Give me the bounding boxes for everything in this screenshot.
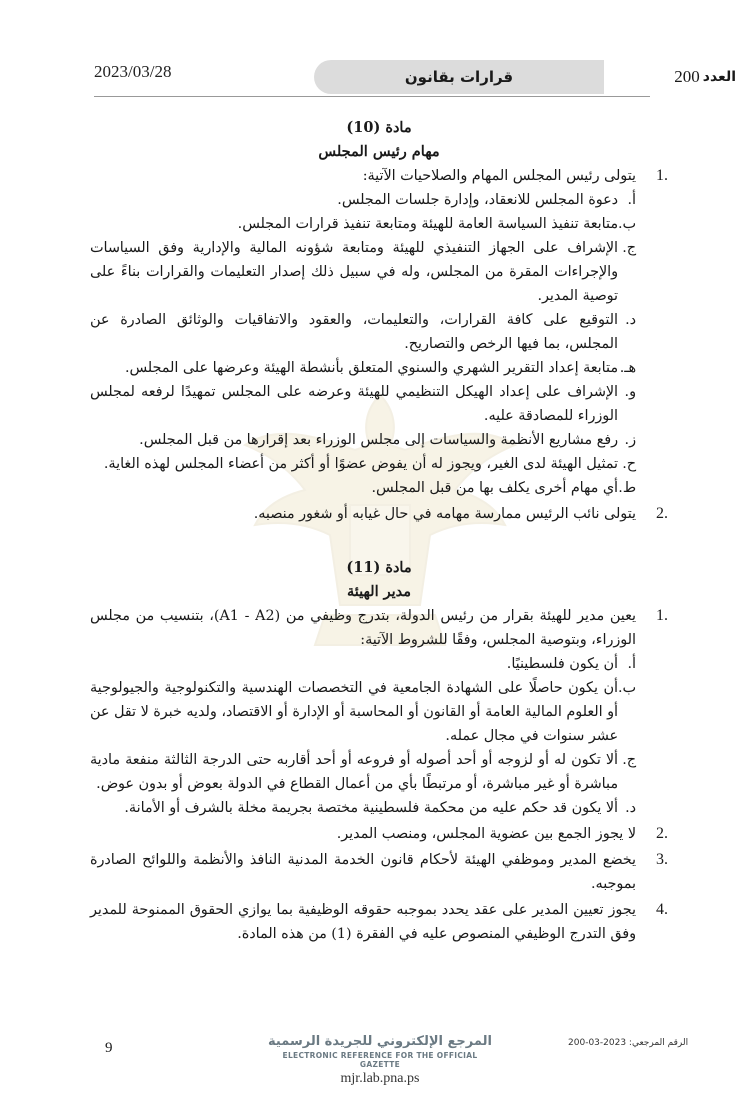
clause-number: 2. [656, 825, 668, 842]
article-subtitle: مهام رئيس المجلس [318, 143, 440, 160]
header-issue [674, 60, 736, 94]
subclause [90, 380, 636, 428]
subclause [90, 452, 636, 476]
subclause-text: ألا تكون له أو لزوجه أو أحد أصوله أو فروعه أو أحد أقاربه حتى الدرجة الثالثة منفعة مادية مباشرة أو غير مباشرة، أو مرتبطًا بأي من أعمال القطاع في الدولة بعوض أو بدون عوض. [90, 752, 618, 792]
subclause-letter: ز. [624, 432, 636, 448]
clause-text: يتولى رئيس المجلس المهام والصلاحيات الآتية: [362, 168, 636, 184]
article [90, 116, 668, 526]
reference-label: الرقم المرجعي: [628, 1038, 689, 1048]
brand-url: mjr.lab.pna.ps [340, 1071, 420, 1086]
subclause-text: التوقيع على كافة القرارات، والتعليمات، والعقود والاتفاقيات والوثائق الصادرة عن المجلس، بما فيها الرخص والتصاريح. [90, 312, 618, 352]
clause-text: يعين مدير للهيئة بقرار من رئيس الدولة، بتدرج وظيفي من (A1 - A2)، بتنسيب من مجلس الوزراء، وبتوصية المجلس، وفقًا للشروط الآتية: [90, 608, 636, 648]
article-title: مادة (10) [346, 119, 412, 136]
subclause [90, 308, 636, 356]
subclause [90, 236, 636, 308]
subclause-text: أن يكون حاصلًا على الشهادة الجامعية في التخصصات الهندسية والتكنولوجية والجيولوجية أو العلوم المالية العامة أو القانون أو المحاسبة أو الإدارة أو الاقتصاد، ولديه خبرة لا تقل عن عشر سنوات في مجال عمله. [90, 680, 618, 744]
subclause-text: متابعة تنفيذ السياسة العامة للهيئة ومتابعة تنفيذ قرارات المجلس. [237, 216, 618, 232]
subclause-text: تمثيل الهيئة لدى الغير، ويجوز له أن يفوض عضوًا أو أكثر من أعضاء المجلس لهذه الغاية. [103, 456, 618, 472]
clause-number: 2. [656, 505, 668, 522]
reference-number [568, 1038, 688, 1048]
subclause-text: أي مهام أخرى يكلف بها من قبل المجلس. [371, 480, 618, 496]
clause-text: لا يجوز الجمع بين عضوية المجلس، ومنصب المدير. [336, 826, 636, 842]
subclause [90, 212, 636, 236]
page-header [0, 58, 750, 98]
clause-text: يتولى نائب الرئيس ممارسة مهامه في حال غيابه أو شغور منصبه. [253, 506, 636, 522]
header-band [314, 60, 604, 94]
subclause [90, 676, 636, 748]
subclause-text: رفع مشاريع الأنظمة والسياسات إلى مجلس الوزراء بعد إقرارها من قبل المجلس. [139, 432, 618, 448]
subclause-text: أن يكون فلسطينيًا. [506, 656, 618, 672]
issue-label: العدد [702, 69, 736, 85]
subclause-letter: أ. [627, 656, 636, 672]
subclause [90, 476, 636, 500]
subclause [90, 796, 636, 820]
subclause-letter: أ. [627, 192, 636, 208]
subclause-letter: ج. [622, 752, 636, 768]
subclause-text: ألا يكون قد حكم عليه من محكمة فلسطينية مختصة بجريمة مخلة بالشرف أو الأمانة. [124, 800, 618, 816]
subclause [90, 428, 636, 452]
subclause-letter: ط. [618, 480, 636, 496]
subclause [90, 748, 636, 796]
subclause [90, 652, 636, 676]
subclause-text: متابعة إعداد التقرير الشهري والسنوي المتعلق بأنشطة الهيئة وعرضها على المجلس. [125, 360, 618, 376]
issue-number: 200 [674, 67, 700, 86]
clause [90, 848, 668, 896]
document-body [90, 116, 668, 946]
article-subtitle: مدير الهيئة [346, 583, 412, 600]
subclause [90, 356, 636, 380]
page-number: 9 [105, 1040, 113, 1056]
subclause [90, 188, 636, 212]
header-section-title: قرارات بقانون [404, 68, 514, 86]
header-date: 2023/03/28 [94, 62, 172, 81]
subclause-letter: ح. [622, 456, 636, 472]
clause [90, 502, 668, 526]
clause-number: 1. [656, 607, 668, 624]
subclause-letter: ب. [617, 680, 636, 696]
brand-english: ELECTRONIC REFERENCE FOR THE OFFICIAL GAZETTE [282, 1051, 478, 1069]
clause [90, 822, 668, 846]
clause-number: 3. [656, 851, 668, 868]
clause [90, 604, 668, 652]
article-gap [90, 526, 668, 556]
subclause-letter: ج. [622, 240, 636, 256]
subclause-text: الإشراف على الجهاز التنفيذي للهيئة ومتابعة شؤونه المالية والإدارية وفق السياسات والإجراءات المقرة من المجلس، وله في سبيل ذلك إصدار التعليمات والقرارات بناءً على توصية المدير. [90, 240, 618, 304]
subclause-text: دعوة المجلس للانعقاد، وإدارة جلسات المجلس. [337, 192, 618, 208]
clause-text: يخضع المدير وموظفي الهيئة لأحكام قانون الخدمة المدنية النافذ والأنظمة واللوائح الصادرة بموجبه. [90, 852, 636, 892]
clause [90, 898, 668, 946]
footer-brand [265, 1034, 495, 1087]
subclause-letter: ب. [617, 216, 636, 232]
article-title: مادة (11) [346, 559, 412, 576]
clause-number: 4. [656, 901, 668, 918]
clause-text: يجوز تعيين المدير على عقد يحدد بموجبه حقوقه الوظيفية بما يوازي الحقوق الممنوحة للمدير وفق التدرج الوظيفي المنصوص عليه في الفقرة (1) من هذه المادة. [90, 902, 636, 942]
article [90, 556, 668, 946]
subclause-text: الإشراف على إعداد الهيكل التنظيمي للهيئة وعرضه على المجلس تمهيدًا لرفعه لمجلس الوزراء للمصادقة عليه. [90, 384, 618, 424]
reference-value: 2023-03-200 [568, 1038, 627, 1048]
subclause-letter: و. [624, 384, 636, 400]
brand-arabic: المرجع الإلكتروني للجريدة الرسمية [268, 1034, 492, 1049]
header-divider [94, 96, 650, 97]
page-footer [0, 1030, 750, 1103]
clause [90, 164, 668, 188]
clause-number: 1. [656, 167, 668, 184]
subclause-letter: د. [625, 800, 636, 816]
subclause-letter: د. [625, 312, 636, 328]
subclause-letter: هـ. [619, 360, 636, 376]
